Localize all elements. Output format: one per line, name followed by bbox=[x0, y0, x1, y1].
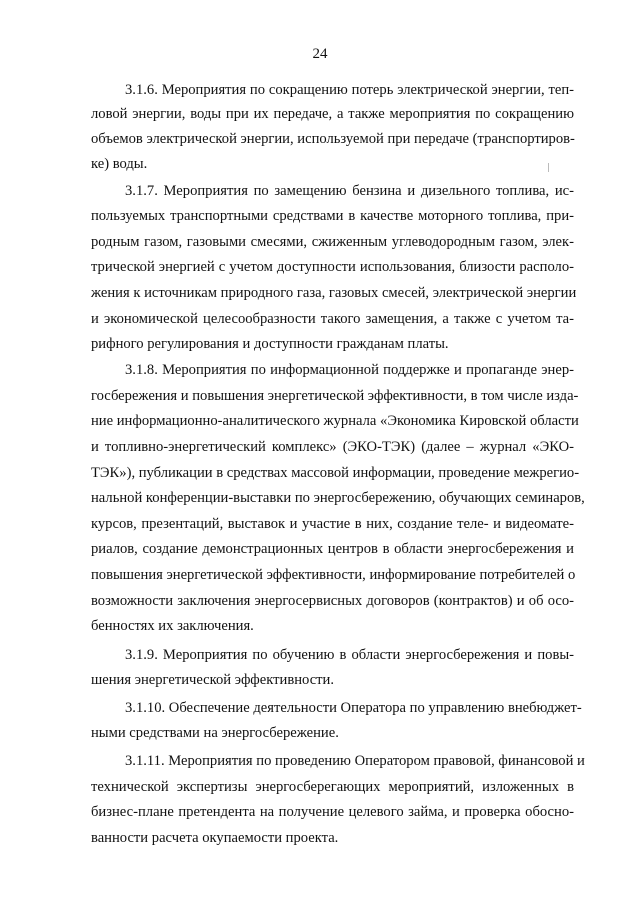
text-line: и топливно-энергетический комплекс» (ЭКО-ТЭК) (далее – журнал «ЭКО- bbox=[91, 439, 574, 455]
text-line: трической энергией с учетом доступности использования, близости располо- bbox=[91, 259, 574, 275]
text-line: возможности заключения энергосервисных договоров (контрактов) и об осо- bbox=[91, 593, 574, 609]
text-line: нальной конференции-выставки по энергосбережению, обучающих семинаров, bbox=[91, 490, 585, 506]
text-line: 3.1.10. Обеспечение деятельности Оператора по управлению внебюджет- bbox=[125, 700, 582, 716]
scan-mark bbox=[548, 163, 549, 172]
text-line: ными средствами на энергосбережение. bbox=[91, 725, 339, 741]
text-line: жения к источникам природного газа, газовых смесей, электрической энергии bbox=[91, 285, 577, 301]
text-line: и экономической целесообразности такого замещения, а также с учетом та- bbox=[91, 311, 574, 327]
text-line: 3.1.9. Мероприятия по обучению в области энергосбережения и повы- bbox=[125, 647, 574, 663]
text-line: бенностях их заключения. bbox=[91, 618, 254, 634]
text-line: рифного регулирования и доступности гражданам платы. bbox=[91, 336, 449, 352]
text-line: курсов, презентаций, выставок и участие в них, создание теле- и видеомате- bbox=[91, 516, 574, 532]
text-line: ние информационно-аналитического журнала «Экономика Кировской области bbox=[91, 413, 579, 429]
text-line: технической экспертизы энергосберегающих мероприятий, изложенных в bbox=[91, 779, 574, 795]
text-line: 3.1.6. Мероприятия по сокращению потерь электрической энергии, теп- bbox=[125, 82, 574, 98]
text-line: бизнес-плане претендента на получение целевого займа, и проверка обосно- bbox=[91, 804, 574, 820]
text-line: ТЭК»), публикации в средствах массовой информации, проведение межрегио- bbox=[91, 465, 580, 481]
text-line: ке) воды. bbox=[91, 156, 148, 172]
text-line: повышения энергетической эффективности, информирование потребителей о bbox=[91, 567, 576, 583]
text-line: пользуемых транспортными средствами в качестве моторного топлива, при- bbox=[91, 208, 574, 224]
text-line: ванности расчета окупаемости проекта. bbox=[91, 830, 339, 846]
text-line: риалов, создание демонстрационных центров в области энергосбережения и bbox=[91, 541, 574, 557]
text-line: объемов электрической энергии, используемой при передаче (транспортиров- bbox=[91, 131, 575, 147]
text-line: родным газом, газовыми смесями, сжиженным углеводородным газом, элек- bbox=[91, 234, 574, 250]
text-line: госбережения и повышения энергетической эффективности, в том числе изда- bbox=[91, 388, 579, 404]
page-number: 24 bbox=[312, 46, 328, 62]
text-line: 3.1.8. Мероприятия по информационной поддержке и пропаганде энер- bbox=[125, 362, 574, 378]
text-line: 3.1.7. Мероприятия по замещению бензина и дизельного топлива, ис- bbox=[125, 183, 574, 199]
text-line: 3.1.11. Мероприятия по проведению Оператором правовой, финансовой и bbox=[125, 753, 585, 769]
text-line: ловой энергии, воды при их передаче, а также мероприятия по сокращению bbox=[91, 106, 574, 122]
text-line: шения энергетической эффективности. bbox=[91, 672, 335, 688]
